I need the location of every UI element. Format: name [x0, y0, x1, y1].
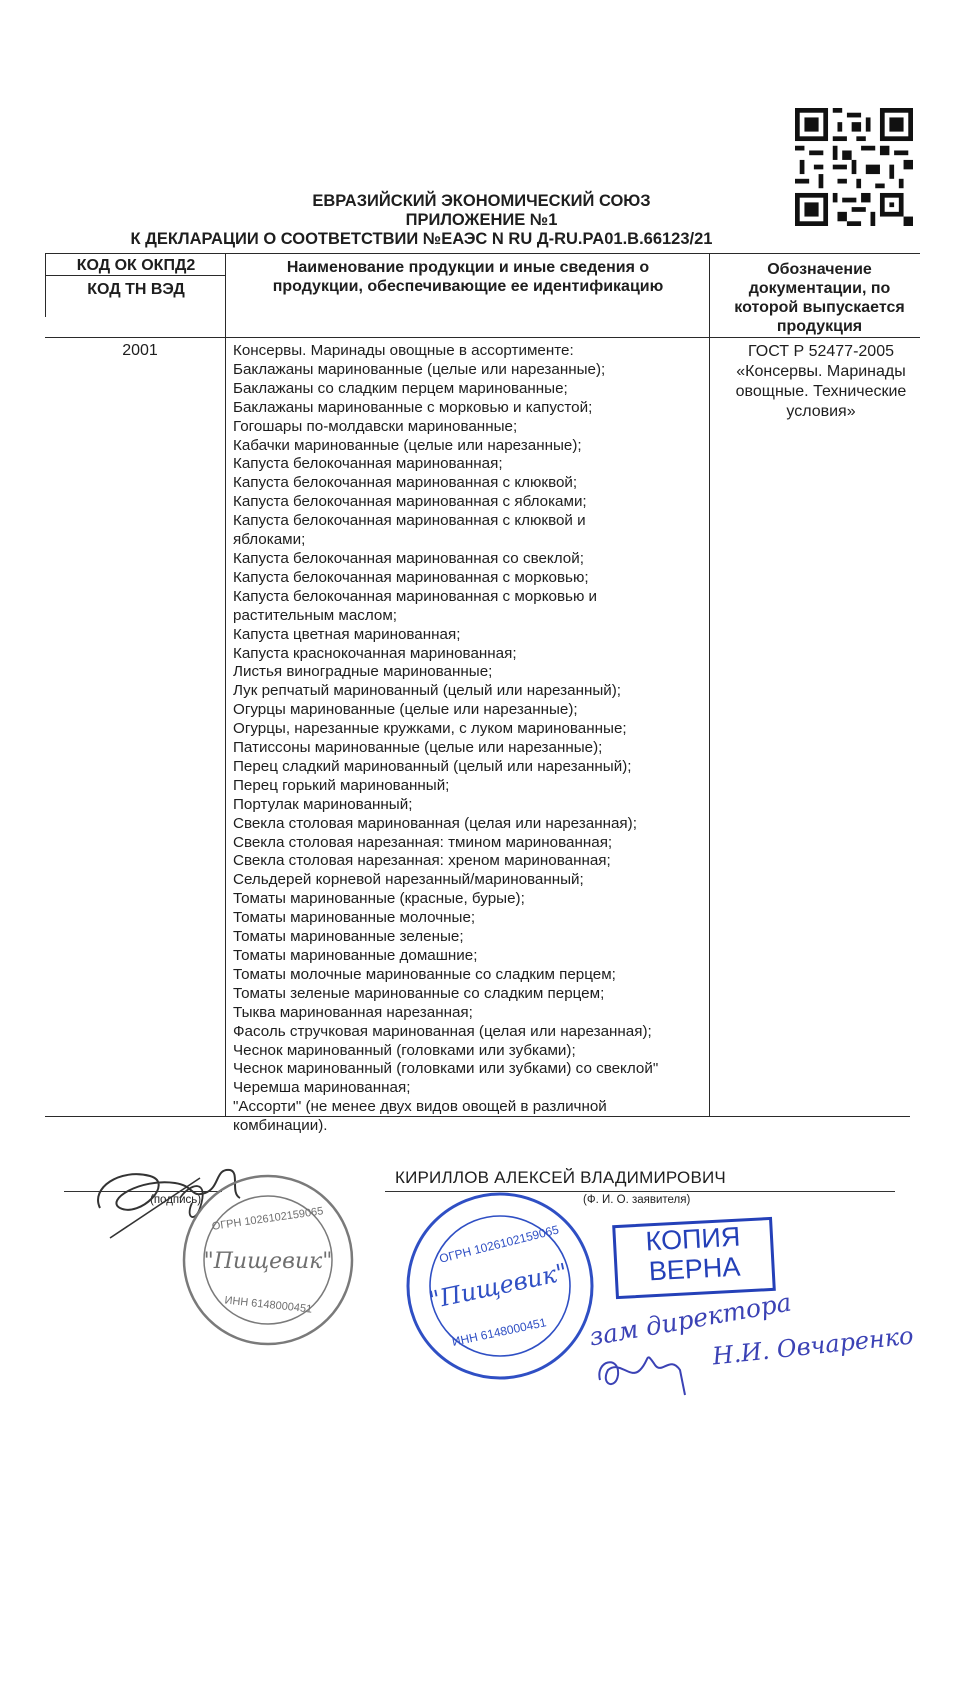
- list-item: Портулак маринованный;: [233, 795, 413, 813]
- list-item: Баклажаны со сладким перцем маринованные;: [233, 379, 568, 397]
- list-item: комбинации).: [233, 1117, 328, 1135]
- list-item: Капуста белокочанная маринованная с морковью;: [233, 568, 589, 586]
- okpd2-code-header: КОД ОК ОКПД2: [76, 257, 196, 274]
- list-item: "Ассорти" (не менее двух видов овощей в различной: [233, 1098, 607, 1116]
- list-item: Томаты маринованные молочные;: [233, 909, 476, 927]
- list-item: Капуста цветная маринованная;: [233, 625, 461, 643]
- list-item: Свекла столовая нарезанная: тмином маринованная;: [233, 833, 613, 851]
- list-item: Гогошары по-молдавски маринованные;: [233, 417, 518, 435]
- list-item: Капуста краснокочанная маринованная;: [233, 644, 517, 662]
- list-item: Огурцы, нарезанные кружками, с луком маринованные;: [233, 720, 627, 738]
- handwritten-position: зам директора: [587, 1287, 794, 1352]
- list-item: Капуста белокочанная маринованная с клюквой и: [233, 512, 586, 530]
- list-item: Кабачки маринованные (целые или нарезанные);: [233, 436, 582, 454]
- list-item: Перец сладкий маринованный (целый или нарезанный);: [233, 757, 632, 775]
- appendix-title: ПРИЛОЖЕНИЕ №1: [405, 211, 558, 229]
- list-item: растительным маслом;: [233, 606, 398, 624]
- company-stamp-gray: [178, 1170, 358, 1350]
- company-stamp-blue: [400, 1186, 600, 1386]
- list-item: Фасоль стручковая маринованная (целая или нарезанная);: [233, 1022, 652, 1040]
- list-item: Огурцы маринованные (целые или нарезанные);: [233, 701, 578, 719]
- list-item: Капуста белокочанная маринованная с клюквой;: [233, 474, 578, 492]
- list-item: Томаты маринованные зеленые;: [233, 928, 464, 946]
- union-title: ЕВРАЗИЙСКИЙ ЭКОНОМИЧЕСКИЙ СОЮЗ: [312, 192, 651, 210]
- handwritten-name: Н.И. Овчаренко: [711, 1321, 915, 1371]
- list-item: Капуста белокочанная маринованная со свеклой;: [233, 549, 584, 567]
- list-item: Свекла столовая маринованная (целая или нарезанная);: [233, 814, 637, 832]
- documentation-header: Обозначение документации, по которой выпускается продукция: [734, 261, 905, 335]
- list-item: Чеснок маринованный (головками или зубками);: [233, 1041, 576, 1059]
- list-item: Свекла столовая нарезанная: хреном маринованная;: [233, 852, 611, 870]
- svg-text:ИНН 6148000451: ИНН 6148000451: [223, 1294, 313, 1316]
- list-item: Томаты зеленые маринованные со сладким перцем;: [233, 984, 605, 1002]
- product-list: [233, 342, 713, 1136]
- list-item: Капуста белокочанная маринованная с морковью и: [233, 587, 598, 605]
- list-item: Томаты маринованные (красные, бурые);: [233, 890, 525, 908]
- fio-label: (Ф. И. О. заявителя): [583, 1194, 691, 1206]
- svg-text:ИНН 6148000451: ИНН 6148000451: [450, 1315, 548, 1349]
- product-code: 2001: [122, 342, 158, 359]
- list-item: Томаты молочные маринованные со сладким перцем;: [233, 965, 616, 983]
- list-item: яблоками;: [233, 531, 306, 549]
- tnved-code-header: КОД ТН ВЭД: [87, 281, 185, 298]
- list-item: Томаты маринованные домашние;: [233, 947, 478, 964]
- handwritten-initials: [590, 1340, 700, 1400]
- svg-text:ОГРН 1026102159065: ОГРН 1026102159065: [211, 1205, 325, 1233]
- svg-text:"Пищевик": "Пищевик": [203, 1249, 333, 1274]
- list-item: Листья виноградные маринованные;: [233, 663, 493, 681]
- standard-reference: ГОСТ Р 52477-2005 «Консервы. Маринады овощные. Технические условия»: [735, 343, 907, 420]
- signature-label: (подпись): [150, 1194, 202, 1206]
- list-item: Консервы. Маринады овощные в ассортименте:: [233, 342, 574, 359]
- copy-certified-stamp: КОПИЯ ВЕРНА: [612, 1217, 776, 1299]
- list-item: Капуста белокочанная маринованная с яблоками;: [233, 493, 587, 511]
- svg-text:"Пищевик": "Пищевик": [426, 1257, 570, 1315]
- list-item: Сельдерей корневой нарезанный/маринованный;: [233, 871, 584, 889]
- list-item: Черемша маринованная;: [233, 1079, 411, 1097]
- applicant-name: КИРИЛЛОВ АЛЕКСЕЙ ВЛАДИМИРОВИЧ: [395, 1168, 726, 1187]
- list-item: Лук репчатый маринованный (целый или нарезанный);: [233, 682, 622, 700]
- list-item: Чеснок маринованный (головками или зубками) со свеклой": [233, 1060, 659, 1078]
- list-item: Перец горький маринованный;: [233, 776, 450, 794]
- list-item: Тыква маринованная нарезанная;: [233, 1003, 473, 1021]
- list-item: Патиссоны маринованные (целые или нарезанные);: [233, 739, 603, 757]
- list-item: Баклажаны маринованные (целые или нарезанные);: [233, 360, 606, 378]
- declaration-title: К ДЕКЛАРАЦИИ О СООТВЕТСТВИИ №ЕАЭС N RU Д-RU.PA01.B.66123/21: [130, 230, 713, 248]
- product-name-header: Наименование продукции и иные сведения о продукции, обеспечивающие ее идентификацию: [272, 259, 664, 295]
- list-item: Капуста белокочанная маринованная;: [233, 455, 503, 473]
- list-item: Баклажаны маринованные с морковью и капустой;: [233, 398, 593, 416]
- svg-text:ОГРН 1026102159065: ОГРН 1026102159065: [437, 1222, 561, 1266]
